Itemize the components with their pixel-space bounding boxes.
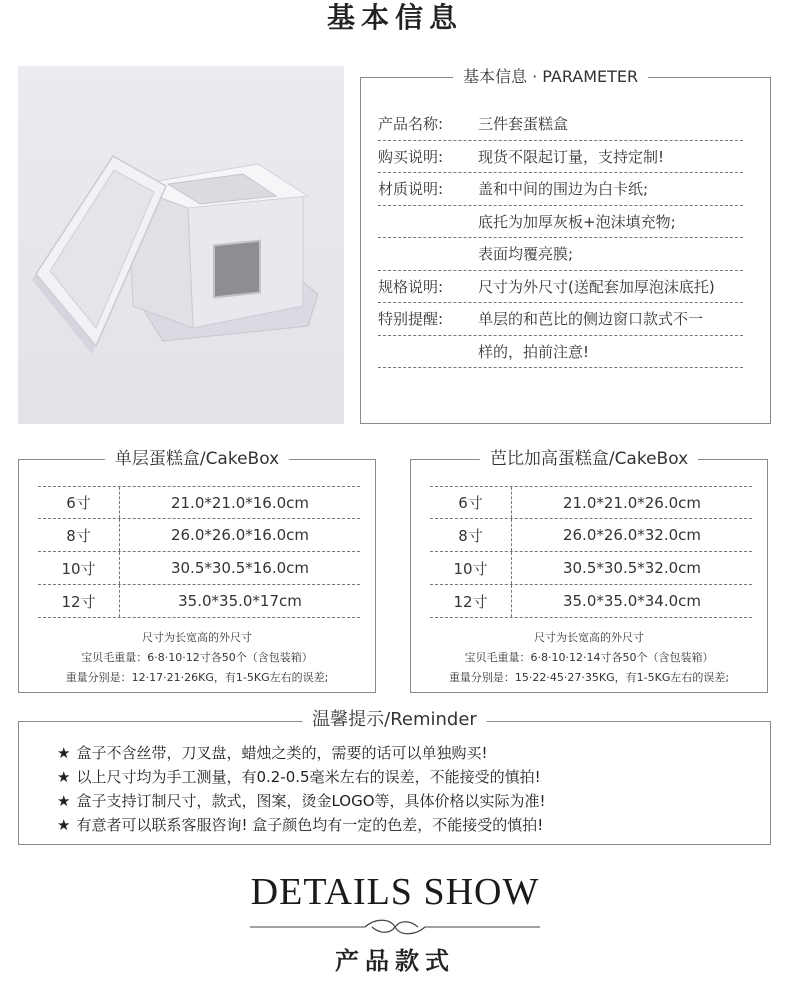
reminder-panel: [18, 709, 771, 845]
reminder-text: 盒子不含丝带，刀叉盘，蜡烛之类的，需要的话可以单独购买!: [76, 744, 488, 762]
star-icon: ★: [57, 792, 71, 810]
dimension-cell: 35.0*35.0*17cm: [178, 592, 302, 610]
dimension-cell: 26.0*26.0*32.0cm: [562, 526, 702, 544]
table-row: [430, 552, 752, 585]
star-icon: ★: [57, 744, 71, 762]
list-item: [57, 741, 546, 765]
ornament-divider-icon: [250, 916, 540, 938]
reminder-text: 有意者可以联系客服咨询! 盒子颜色均有一定的色差，不能接受的慎拍!: [76, 816, 544, 834]
size-cell: 12寸: [38, 585, 120, 617]
parameter-value: 底托为加厚灰板+泡沫填充物;: [478, 212, 676, 231]
parameter-value: 盖和中间的围边为白卡纸;: [478, 180, 649, 199]
parameter-value: 单层的和芭比的侧边窗口款式不一: [478, 310, 704, 329]
parameter-value: 尺寸为外尺寸(送配套加厚泡沫底托): [478, 277, 715, 296]
note-line: 尺寸为长宽高的外尺寸: [142, 631, 252, 644]
star-icon: ★: [57, 768, 71, 786]
single-box-table: [38, 486, 360, 618]
size-cell: 6寸: [38, 487, 120, 518]
reminder-text: 盒子支持订制尺寸，款式，图案，烫金LOGO等，具体价格以实际为准!: [76, 792, 546, 810]
reminder-text: 以上尺寸均为手工测量，有0.2-0.5毫米左右的误差，不能接受的慎拍!: [76, 768, 541, 786]
dimension-cell: 26.0*26.0*16.0cm: [170, 526, 310, 544]
dimension-cell: 21.0*21.0*26.0cm: [562, 493, 702, 512]
table-row: [38, 585, 360, 618]
size-cell: 6寸: [430, 487, 512, 518]
parameter-row: [378, 141, 743, 174]
parameter-row: [378, 336, 743, 369]
barbie-box-notes: [411, 628, 767, 688]
table-row: [38, 519, 360, 552]
parameter-rows: [378, 108, 743, 368]
parameter-label: 产品名称:: [378, 115, 444, 134]
parameter-row: [378, 108, 743, 141]
star-icon: ★: [57, 816, 71, 834]
parameter-value: 现货不限起订量，支持定制!: [478, 147, 665, 166]
table-row: [430, 519, 752, 552]
details-title: DETAILS SHOW: [250, 871, 540, 913]
size-cell: 10寸: [38, 552, 120, 584]
table-row: [38, 486, 360, 519]
list-item: [57, 813, 546, 837]
barbie-box-legend: 芭比加高蛋糕盒/CakeBox: [480, 448, 698, 470]
size-cell: 10寸: [430, 552, 512, 584]
parameter-value: 三件套蛋糕盒: [478, 115, 569, 134]
note-line: 尺寸为长宽高的外尺寸: [534, 631, 644, 644]
single-box-legend: 单层蛋糕盒/CakeBox: [105, 448, 289, 470]
note-line: 宝贝毛重量：6·8·10·12·14寸各50个（含包装箱）: [464, 651, 714, 664]
parameter-label: 特别提醒:: [378, 310, 444, 329]
parameter-row: [378, 238, 743, 271]
dimension-cell: 35.0*35.0*34.0cm: [562, 592, 702, 610]
page-title: 基本信息: [326, 1, 463, 34]
parameter-label: 材质说明:: [378, 180, 444, 199]
parameter-row: [378, 271, 743, 304]
parameter-row: [378, 303, 743, 336]
list-item: [57, 789, 546, 813]
size-cell: 8寸: [430, 519, 512, 551]
cake-box-illustration: [18, 66, 344, 424]
barbie-box-panel: [410, 449, 768, 693]
single-box-panel: [18, 449, 376, 693]
list-item: [57, 765, 546, 789]
parameter-value: 表面均覆亮膜;: [478, 245, 574, 264]
parameter-panel: [360, 67, 771, 424]
parameter-value: 样的，拍前注意!: [478, 342, 590, 361]
parameter-row: [378, 206, 743, 239]
details-subtitle: 产品款式: [335, 947, 455, 975]
single-box-notes: [19, 628, 375, 688]
dimension-cell: 30.5*30.5*16.0cm: [170, 559, 310, 577]
note-line: 宝贝毛重量：6·8·10·12寸各50个（含包装箱）: [81, 651, 313, 664]
parameter-legend: 基本信息 · PARAMETER: [453, 66, 648, 88]
reminder-list: [57, 741, 546, 837]
parameter-label: 规格说明:: [378, 277, 444, 296]
note-line: 重量分别是：15·22·45·27·35KG，有1-5KG左右的误差;: [448, 671, 730, 684]
reminder-legend: 温馨提示/Reminder: [302, 709, 487, 731]
note-line: 重量分别是：12·17·21·26KG，有1-5KG左右的误差;: [65, 671, 329, 684]
parameter-label: 购买说明:: [378, 147, 444, 166]
parameter-row: [378, 173, 743, 206]
table-row: [430, 486, 752, 519]
barbie-box-table: [430, 486, 752, 618]
size-cell: 8寸: [38, 519, 120, 551]
product-photo: [18, 66, 344, 424]
table-row: [430, 585, 752, 618]
table-row: [38, 552, 360, 585]
dimension-cell: 21.0*21.0*16.0cm: [170, 493, 310, 512]
size-cell: 12寸: [430, 585, 512, 617]
dimension-cell: 30.5*30.5*32.0cm: [562, 559, 702, 577]
